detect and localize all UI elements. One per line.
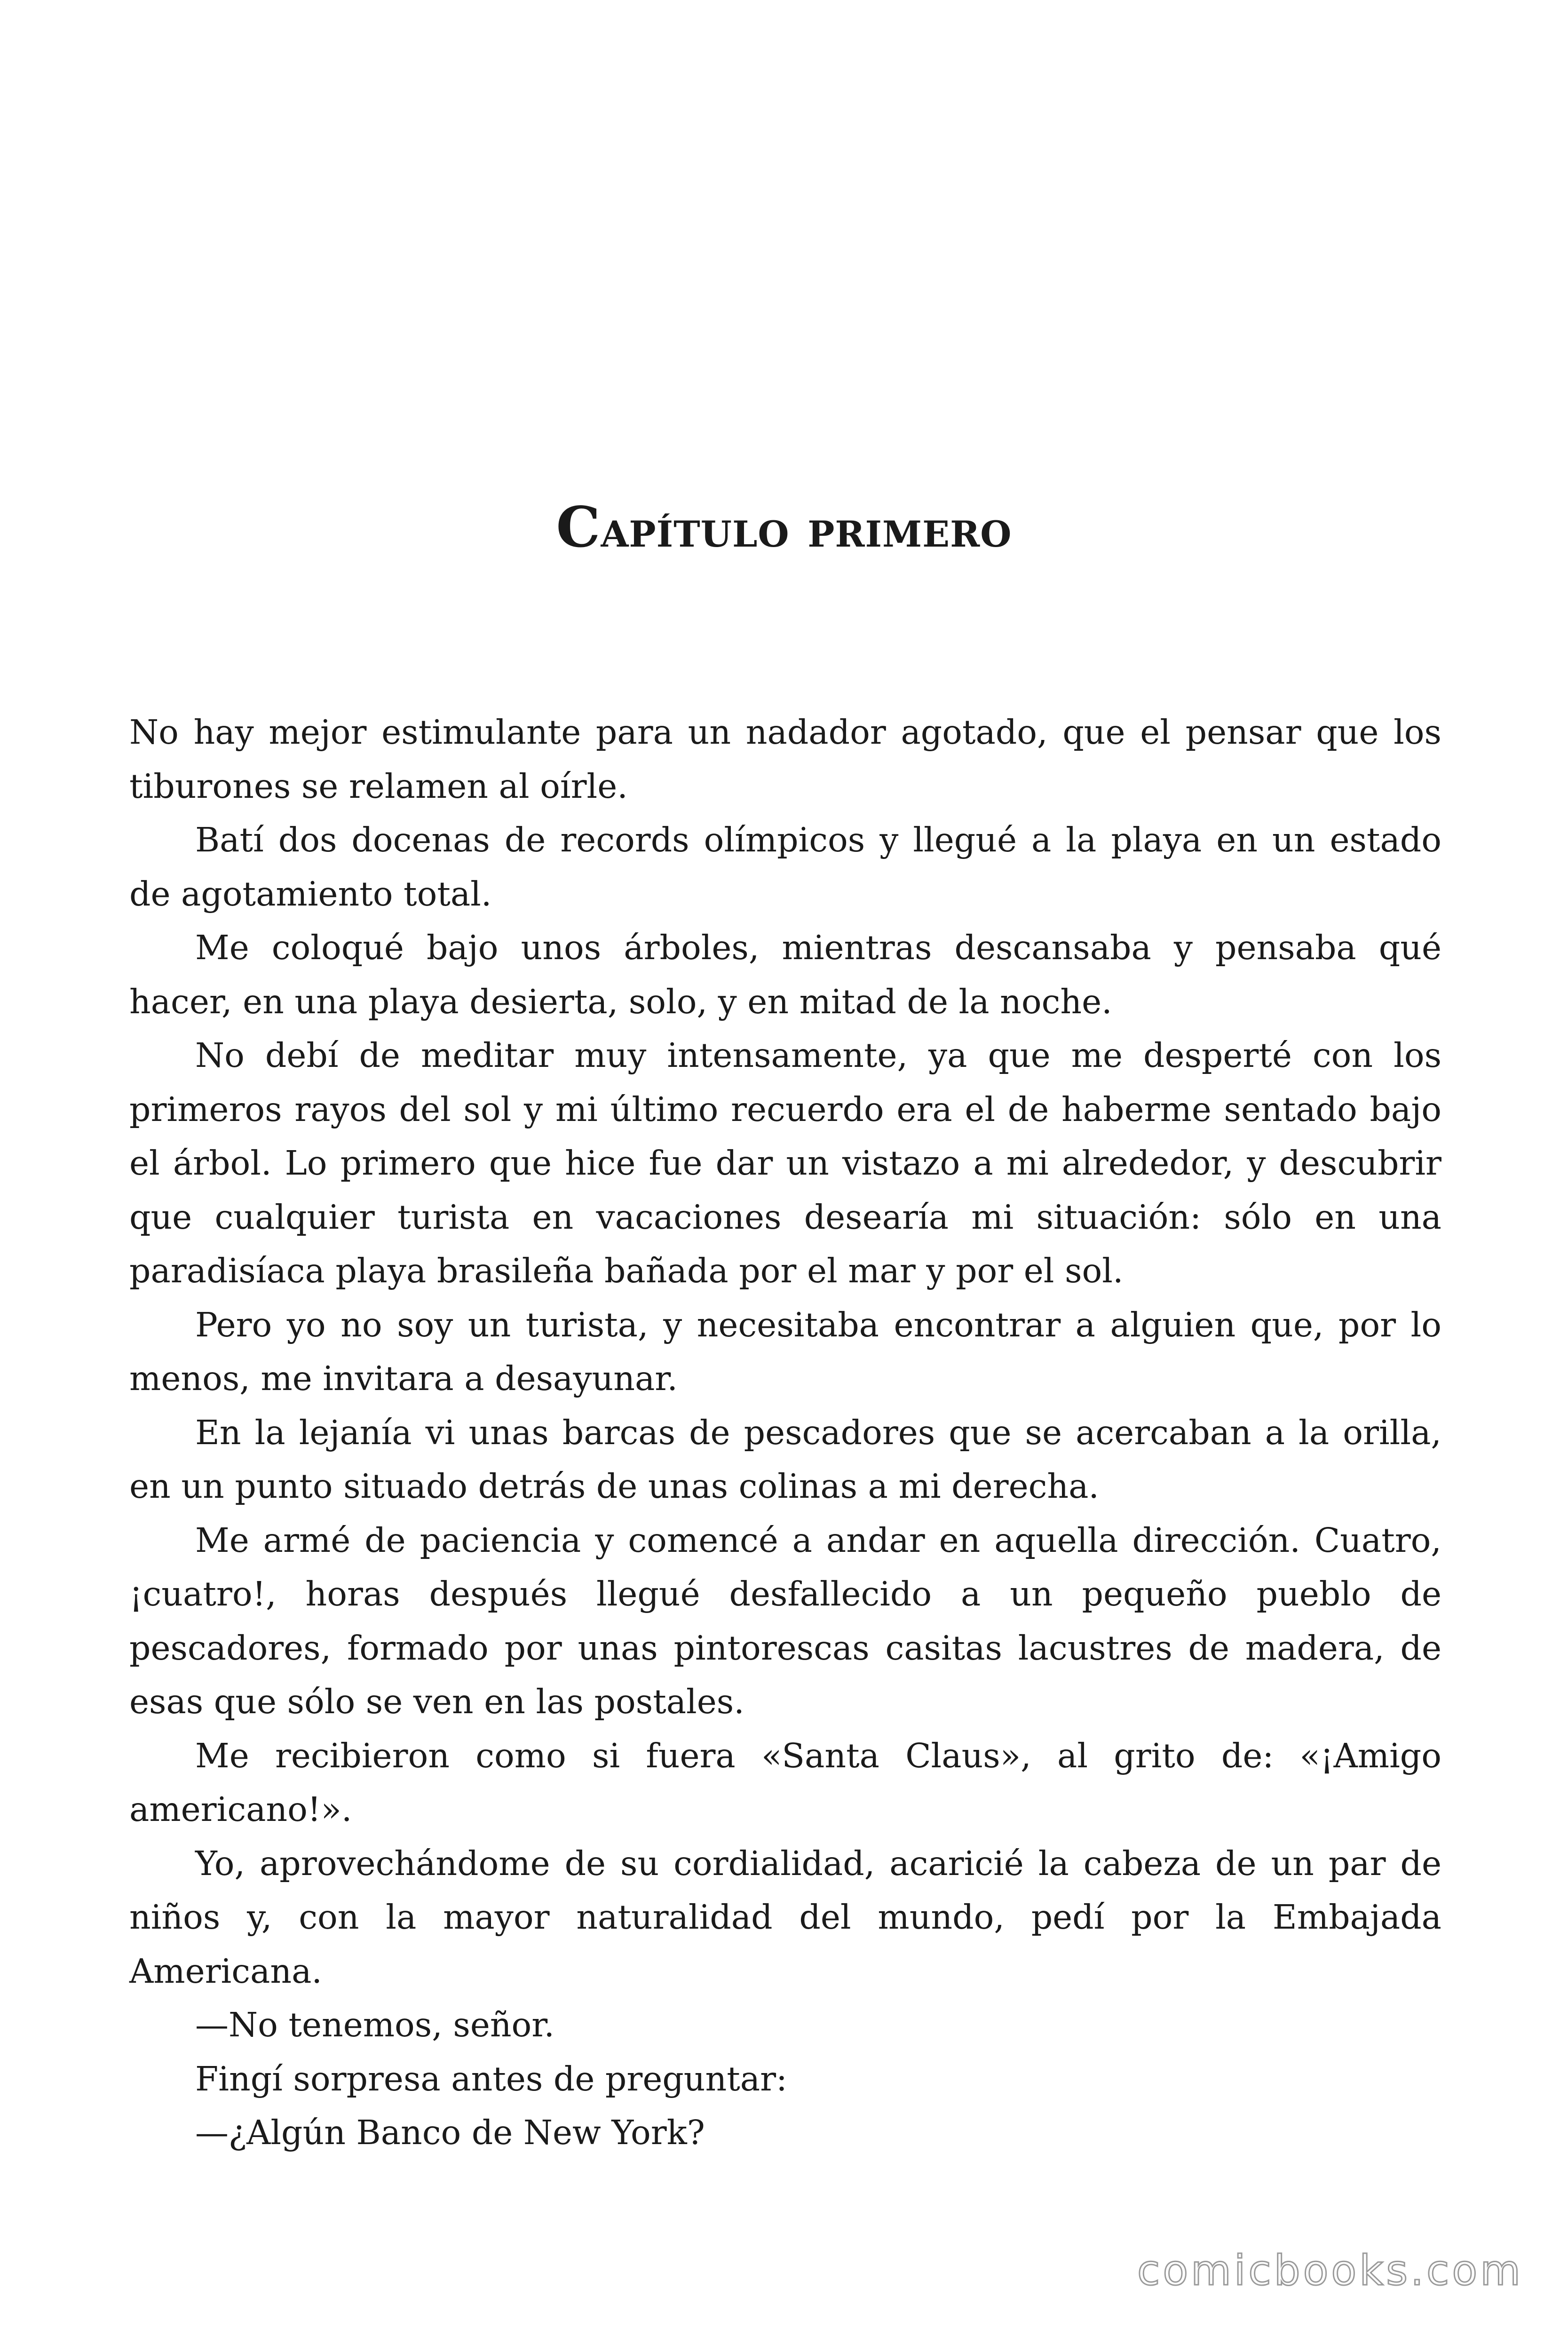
dialogue-line: —No tenemos, señor. (195, 2005, 555, 2044)
chapter-body (129, 706, 1441, 2160)
chapter-title-rest: apítulo primero (601, 500, 1012, 559)
watermark: comicbooks.com (1137, 2246, 1523, 2295)
paragraph: No debí de meditar muy intensamente, ya que me desperté con los primeros rayos del sol y mi último recuerdo era el de haberme sentado bajo el árbol. Lo primero que hice fue dar un vistazo a mi alrededor, y descubrir que cualquier turista en vacaciones desearía mi situación: sólo en una paradisíaca playa brasileña bañada por el mar y por el sol. (129, 1036, 1441, 1290)
paragraph: Batí dos docenas de records olímpicos y llegué a la playa en un estado de agotamiento total. (129, 820, 1441, 914)
paragraph: Me recibieron como si fuera «Santa Claus», al grito de: «¡Amigo americano!». (129, 1736, 1441, 1829)
paragraph: No hay mejor estimulante para un nadador agotado, que el pensar que los tiburones se relamen al oírle. (129, 713, 1441, 806)
paragraph: Fingí sorpresa antes de preguntar: (195, 2059, 787, 2098)
dialogue-line: —¿Algún Banco de New York? (195, 2113, 705, 2152)
paragraph: Yo, aprovechándome de su cordialidad, acaricié la cabeza de un par de niños y, con la mayor naturalidad del mundo, pedí por la Embajada Americana. (129, 1843, 1441, 1991)
chapter-title (0, 494, 1568, 560)
paragraph: Me armé de paciencia y comencé a andar en aquella dirección. Cuatro, ¡cuatro!, horas después llegué desfallecido a un pequeño pueblo de pescadores, formado por unas pintorescas casitas lacustres de madera, de esas que sólo se ven en las postales. (129, 1520, 1441, 1721)
paragraph: Me coloqué bajo unos árboles, mientras descansaba y pensaba qué hacer, en una playa desierta, solo, y en mitad de la noche. (129, 928, 1441, 1021)
paragraph: Pero yo no soy un turista, y necesitaba encontrar a alguien que, por lo menos, me invitara a desayunar. (129, 1305, 1441, 1398)
chapter-title-initial: C (556, 494, 601, 560)
paragraph: En la lejanía vi unas barcas de pescadores que se acercaban a la orilla, en un punto situado detrás de unas colinas a mi derecha. (129, 1413, 1441, 1506)
